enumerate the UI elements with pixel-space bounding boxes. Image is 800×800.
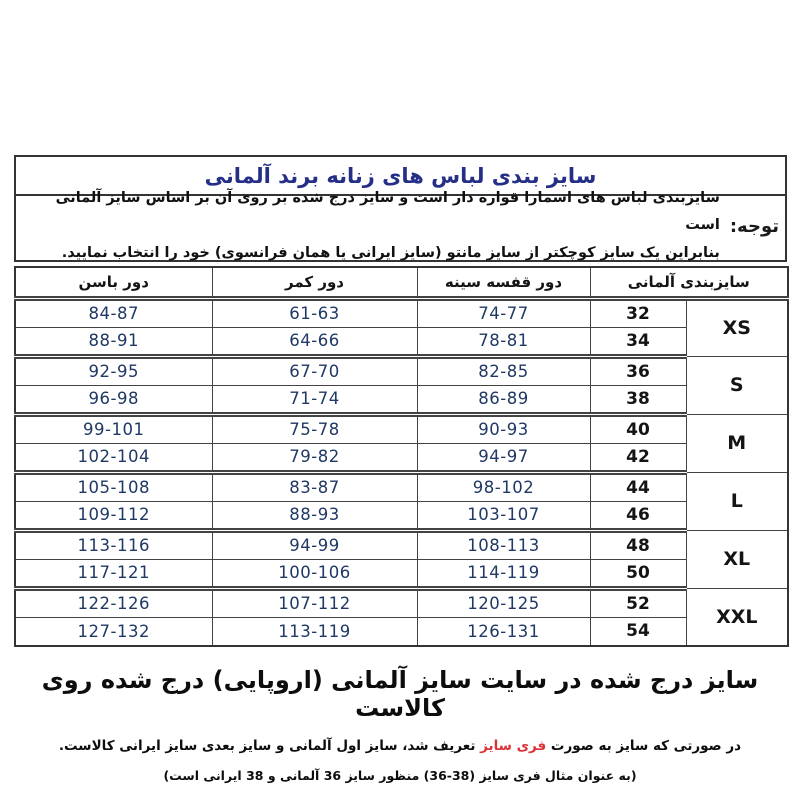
note-section <box>16 189 785 261</box>
col-header-chest: دور قفسه سینه <box>417 267 590 298</box>
size-number-cell: 44 <box>590 472 686 501</box>
table-row <box>15 443 788 472</box>
table-row <box>15 385 788 414</box>
size-number-cell: 48 <box>590 530 686 559</box>
table-row <box>15 617 788 646</box>
table-row <box>15 472 788 501</box>
note-text <box>24 185 720 268</box>
table-row <box>15 356 788 385</box>
waist-cell: 79-82 <box>212 443 417 472</box>
footer-notes <box>0 666 800 783</box>
size-number-cell: 42 <box>590 443 686 472</box>
size-number-cell: 54 <box>590 617 686 646</box>
col-header-hip: دور باسن <box>15 267 212 298</box>
hip-cell: 105-108 <box>15 472 212 501</box>
waist-cell: 88-93 <box>212 501 417 530</box>
size-number-cell: 38 <box>590 385 686 414</box>
table-row <box>15 588 788 617</box>
size-number-cell: 50 <box>590 559 686 588</box>
size-letter-cell: XS <box>686 298 788 356</box>
waist-cell: 100-106 <box>212 559 417 588</box>
chest-cell: 74-77 <box>417 298 590 327</box>
chest-cell: 103-107 <box>417 501 590 530</box>
table-row <box>15 298 788 327</box>
waist-cell: 107-112 <box>212 588 417 617</box>
waist-cell: 94-99 <box>212 530 417 559</box>
size-number-cell: 46 <box>590 501 686 530</box>
size-letter-cell: XXL <box>686 588 788 646</box>
table-row <box>15 414 788 443</box>
chest-cell: 78-81 <box>417 327 590 356</box>
hip-cell: 122-126 <box>15 588 212 617</box>
col-header-german-sizing: سایزبندی آلمانی <box>590 267 788 298</box>
size-letter-cell: XL <box>686 530 788 588</box>
size-letter-cell: M <box>686 414 788 472</box>
waist-cell: 113-119 <box>212 617 417 646</box>
hip-cell: 113-116 <box>15 530 212 559</box>
header-row <box>15 267 788 298</box>
size-number-cell: 36 <box>590 356 686 385</box>
size-letter-cell: L <box>686 472 788 530</box>
waist-cell: 83-87 <box>212 472 417 501</box>
footer-line-2-start: در صورتی که سایز به صورت <box>546 738 742 754</box>
hip-cell: 117-121 <box>15 559 212 588</box>
col-header-waist: دور کمر <box>212 267 417 298</box>
chest-cell: 114-119 <box>417 559 590 588</box>
chart-title: سایز بندی لباس های زنانه برند آلمانی <box>16 157 785 196</box>
free-size-highlight: فری سایز <box>480 738 547 754</box>
table-row <box>15 501 788 530</box>
waist-cell: 64-66 <box>212 327 417 356</box>
chest-cell: 108-113 <box>417 530 590 559</box>
hip-cell: 84-87 <box>15 298 212 327</box>
size-number-cell: 34 <box>590 327 686 356</box>
table-row <box>15 530 788 559</box>
note-label: توجه: <box>729 215 779 237</box>
waist-cell: 61-63 <box>212 298 417 327</box>
note-line-1: سایزبندی لباس های اسمارا قواره دار است و سایز درج شده بر روی آن بر اساس سایز آلمانی است <box>55 189 720 234</box>
footer-line-2-end: تعریف شد، سایز اول آلمانی و سایز بعدی سایز ایرانی کالاست. <box>58 738 481 754</box>
footer-line-1: سایز درج شده در سایت سایز آلمانی (اروپایی) درج شده روی کالاست <box>41 666 759 722</box>
hip-cell: 109-112 <box>15 501 212 530</box>
waist-cell: 75-78 <box>212 414 417 443</box>
chest-cell: 90-93 <box>417 414 590 443</box>
chest-cell: 82-85 <box>417 356 590 385</box>
size-number-cell: 52 <box>590 588 686 617</box>
chest-cell: 120-125 <box>417 588 590 617</box>
hip-cell: 99-101 <box>15 414 212 443</box>
chest-cell: 98-102 <box>417 472 590 501</box>
hip-cell: 102-104 <box>15 443 212 472</box>
size-letter-cell: S <box>686 356 788 414</box>
size-table <box>14 266 789 647</box>
chest-cell: 126-131 <box>417 617 590 646</box>
waist-cell: 71-74 <box>212 385 417 414</box>
title-note-box <box>14 155 787 262</box>
waist-cell: 67-70 <box>212 356 417 385</box>
size-number-cell: 40 <box>590 414 686 443</box>
footer-line-2 <box>0 738 800 754</box>
table-row <box>15 327 788 356</box>
table-row <box>15 559 788 588</box>
hip-cell: 88-91 <box>15 327 212 356</box>
hip-cell: 96-98 <box>15 385 212 414</box>
chest-cell: 94-97 <box>417 443 590 472</box>
size-number-cell: 32 <box>590 298 686 327</box>
note-line-2: بنابراین یک سایز کوچکتر از سایز مانتو (سایز ایرانی یا همان فرانسوی) خود را انتخاب نمایید. <box>61 244 720 261</box>
hip-cell: 92-95 <box>15 356 212 385</box>
chest-cell: 86-89 <box>417 385 590 414</box>
footer-line-3: (به عنوان مثال فری سایز (38-36) منظور سایز 36 آلمانی و 38 ایرانی است) <box>163 768 637 783</box>
hip-cell: 127-132 <box>15 617 212 646</box>
